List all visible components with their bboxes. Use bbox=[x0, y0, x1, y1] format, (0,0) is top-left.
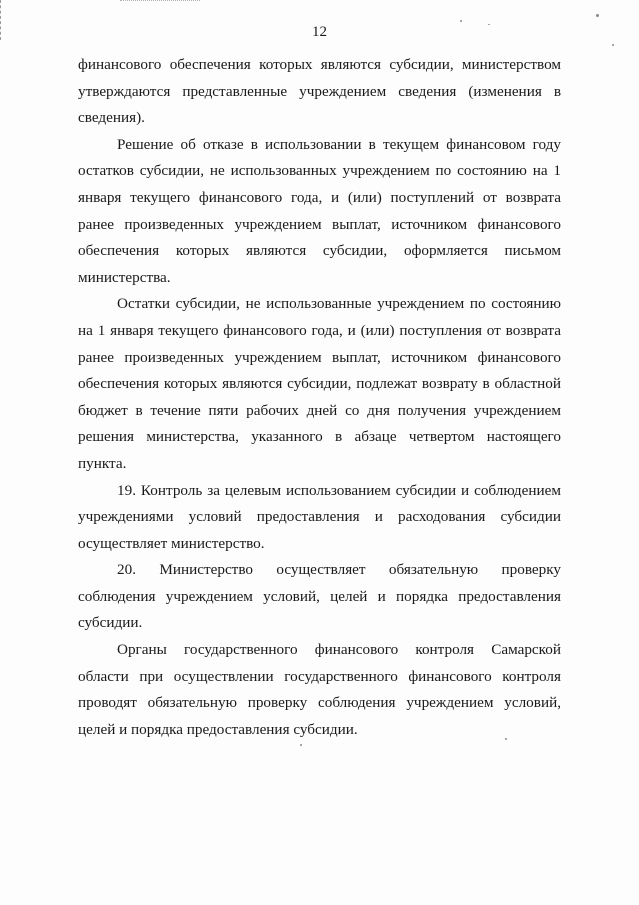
paragraph-subsidy-remainders: Остатки субсидии, не использованные учреждением по состоянию на 1 января текущего финансового года, и (или) поступления от возврата ранее произведенных учреждением выплат, источником финансового обеспечения которых являются субсидии, подлежат возврату в областной бюджет в течение пяти рабочих дней со дня получения учреждением решения министерства, указанного в абзаце четвертом настоящего пункта. bbox=[78, 295, 561, 472]
paragraph-clause-19: 19. Контроль за целевым использованием субсидии и соблюдением учреждениями условий предоставления и расходования субсидии осуществляет министерство. bbox=[78, 481, 561, 552]
scan-speck bbox=[300, 744, 302, 746]
scan-speck bbox=[612, 44, 614, 46]
document-body bbox=[78, 52, 561, 743]
paragraph-continuation: финансового обеспечения которых являются субсидии, министерством утверждаются представленные учреждением сведения (изменения в сведения). bbox=[78, 56, 561, 127]
paragraph-refusal-decision: Решение об отказе в использовании в текущем финансовом году остатков субсидии, не использованных учреждением по состоянию на 1 января текущего финансового года, и (или) поступлений от возврата ранее произведенных учреждением выплат, источником финансового обеспечения которых являются субсидии, оформляется письмом министерства. bbox=[78, 135, 561, 286]
scan-speck bbox=[460, 20, 462, 22]
scan-top-smudge bbox=[120, 0, 200, 4]
scan-speck bbox=[596, 14, 599, 17]
paragraph-clause-20: 20. Министерство осуществляет обязательную проверку соблюдения учреждением условий, целей и порядка предоставления субсидии. bbox=[78, 561, 561, 632]
page-number: 12 bbox=[312, 24, 327, 40]
paragraph-financial-control: Органы государственного финансового контроля Самарской области при осуществлении государственного финансового контроля проводят обязательную проверку соблюдения учреждением условий, целей и порядка предоставления субсидии. bbox=[78, 641, 561, 738]
